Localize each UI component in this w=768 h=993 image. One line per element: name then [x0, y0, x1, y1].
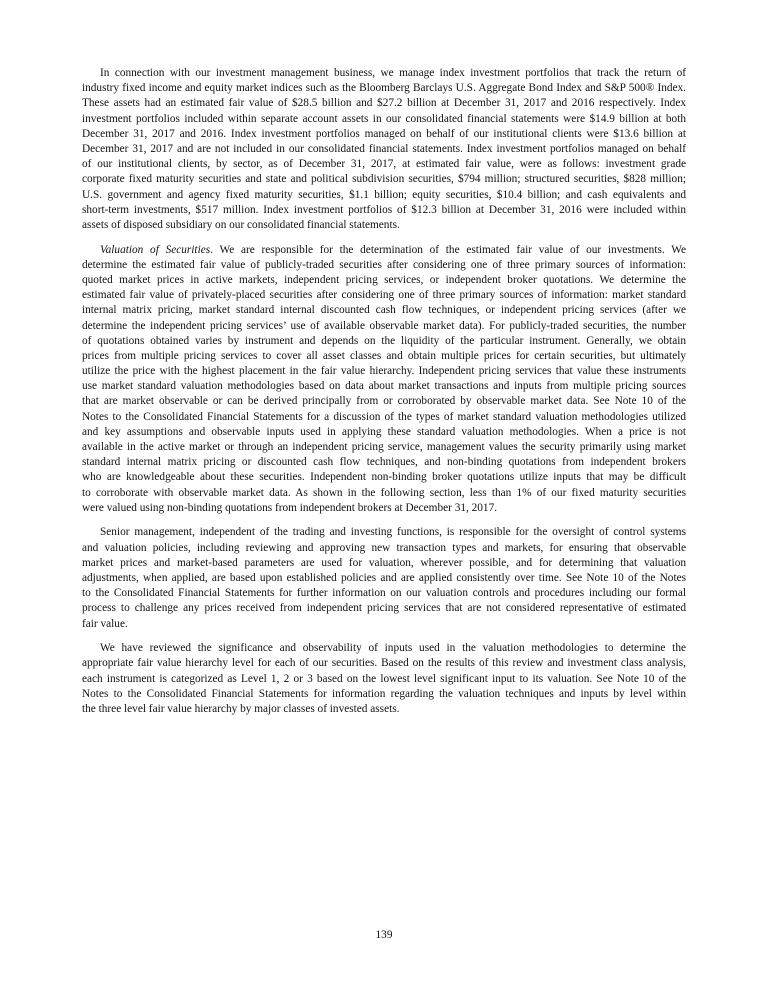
text-line: who are knowledgeable about these securities. Independent non-binding broker quotations utilize inputs that may be difficult: [82, 471, 686, 484]
text-line: were valued using non-binding quotations from independent brokers at December 31, 2017.: [82, 501, 498, 514]
text-line: and valuation policies, including reviewing and approving new transaction types and markets, for ensuring that observable: [82, 541, 686, 554]
text-line: Notes to the Consolidated Financial Statements for a discussion of the types of market standard valuation methodologies utilized: [82, 410, 686, 423]
text-line: U.S. government and agency fixed maturity securities, $1.1 billion; equity securities, $10.4 billion; and cash equivalents and: [82, 188, 686, 201]
page-number: 139: [375, 929, 393, 941]
paragraph: [82, 641, 686, 717]
text-line: [82, 243, 686, 258]
text-line: December 31, 2017 and are not included in our consolidated financial statements. Index investment portfolios managed on behalf: [82, 142, 686, 155]
text-line: Senior management, independent of the trading and investing functions, is responsible for the oversight of control systems: [100, 526, 686, 539]
text-line: of quotations obtained varies by instrument and depends on the liquidity of the particular instrument. Generally, we obtain: [82, 334, 686, 347]
text-line: short-term investments, $517 million. Index investment portfolios of $12.3 billion at December 31, 2016 were included within: [82, 203, 686, 216]
text-line: to the Consolidated Financial Statements for further information on our valuation controls and procedures including our formal: [82, 587, 686, 600]
paragraph: [82, 525, 686, 631]
text-line: appropriate fair value hierarchy level for each of our securities. Based on the results of this review and investment class analysis,: [82, 657, 686, 670]
text-line: determine the estimated fair value of publicly-traded securities after considering one of three primary sources of information:: [82, 258, 686, 271]
text-line: These assets had an estimated fair value of $28.5 billion and $27.2 billion at December 31, 2017 and 2016 respectively. Index: [82, 97, 686, 110]
text-line: standard internal matrix pricing or discounted cash flow techniques, and non-binding quotations from independent brokers: [82, 456, 686, 469]
text-line: available in the active market or through an independent pricing service, management values the security primarily using market: [82, 441, 686, 453]
text-line: of our institutional clients, by sector, as of December 31, 2017, at estimated fair value, were as follows: investment grade: [82, 158, 686, 171]
text-line: industry fixed income and equity market indices such as the Bloomberg Barclays U.S. Aggregate Bond Index and S&P 500® Index.: [82, 82, 686, 95]
text-line: adjustments, when applied, are based upon established policies and are applied consistently over time. See Note 10 of the Notes: [82, 572, 686, 584]
text-line: internal matrix pricing, market standard internal discounted cash flow techniques, or independent pricing services (after we: [82, 304, 686, 317]
section-heading: Valuation of Securities: [100, 243, 211, 256]
text-line: and key assumptions and observable inputs used in applying these standard valuation methodologies. When a price is not: [82, 425, 686, 438]
text-line: the three level fair value hierarchy by major classes of invested assets.: [82, 703, 400, 715]
text-line: assets of disposed subsidiary on our consolidated financial statements.: [82, 218, 400, 231]
text-line: In connection with our investment management business, we manage index investment portfolios that track the return of: [100, 67, 686, 79]
text-line: use market standard valuation methodologies based on data about market transactions and inputs from multiple pricing sources: [82, 380, 686, 393]
text-line: determine the independent pricing services’ use of available observable market data). For publicly-traded securities, the number: [82, 319, 686, 332]
text-line: investment portfolios included within separate account assets in our consolidated financial statements were $14.9 billion at both: [82, 112, 686, 125]
text-run: . We are responsible for the determination of the estimated fair value of our investments. We: [210, 243, 686, 256]
text-line: that are market observable or can be derived principally from or corroborated by observable market data. See Note 10 of the: [82, 395, 686, 408]
text-line: quoted market prices in active markets, independent pricing services, or independent broker quotations. We determine the: [82, 273, 686, 286]
text-line: We have reviewed the significance and observability of inputs used in the valuation methodologies to determine the: [100, 642, 686, 655]
text-line: each instrument is categorized as Level 1, 2 or 3 based on the lowest level significant input to its valuation. See Note 10 of the: [82, 672, 686, 685]
text-line: utilize the price with the highest placement in the fair value hierarchy. Independent pricing services that value these instruments: [82, 365, 686, 378]
text-line: Notes to the Consolidated Financial Statements for information regarding the valuation techniques and inputs by level within: [82, 687, 686, 700]
text-line: estimated fair value of privately-placed securities after considering one of three primary sources of information: market standard: [82, 289, 686, 302]
paragraph: [82, 243, 686, 516]
text-line: fair value.: [82, 617, 128, 630]
document-body: [82, 66, 686, 727]
text-line: prices from multiple pricing services to cover all asset classes and obtain multiple prices for certain securities, but ultimately: [82, 349, 686, 362]
text-line: December 31, 2017 and 2016. Index investment portfolios managed on behalf of our institutional clients were $13.6 billion at: [82, 127, 686, 140]
paragraph: [82, 66, 686, 233]
text-line: process to challenge any prices received from independent pricing services that are not considered representative of estimated: [82, 602, 686, 615]
text-line: market prices and market-based parameters are used for valuation, wherever possible, and for determining that valuation: [82, 556, 686, 569]
text-line: corporate fixed maturity securities and state and political subdivision securities, $794 million; structured securities, $828 million;: [82, 173, 686, 186]
text-line: to corroborate with observable market data. As shown in the following section, less than 1% of our fixed maturity securities: [82, 486, 686, 499]
